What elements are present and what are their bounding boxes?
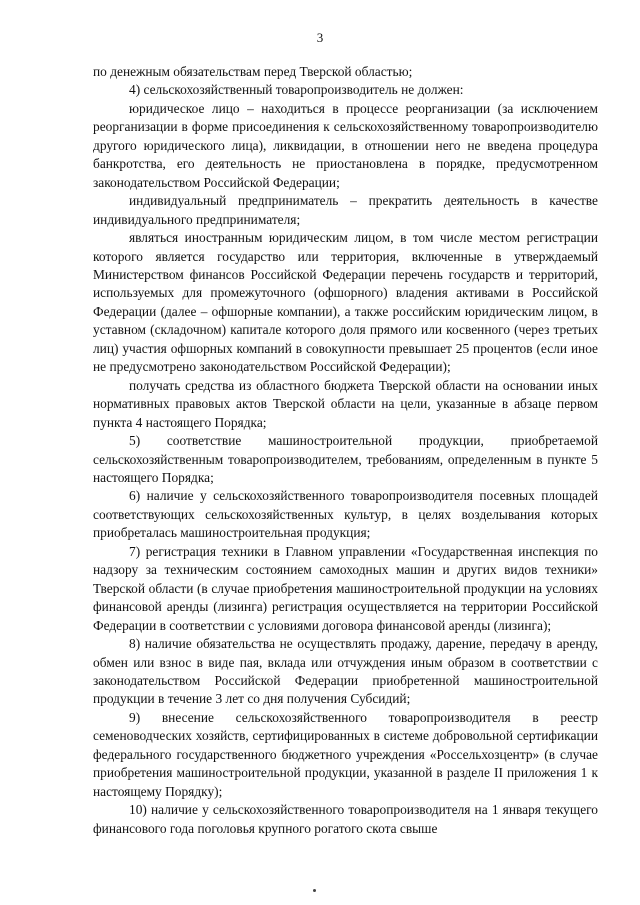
paragraph-item-4: 4) сельскохозяйственный товаропроизводитель не должен: <box>129 82 464 98</box>
paragraph-item-5: 5) соответствие машиностроительной продукции, приобретаемой сельскохозяйственным товаропроизводителем, требованиям, определенным в пункте 5 настоящего Порядка; <box>93 433 598 485</box>
document-body <box>93 63 598 838</box>
page-number: 3 <box>316 30 324 45</box>
paragraph-item-7: 7) регистрация техники в Главном управлении «Государственная инспекция по надзору за техническим состоянием самоходных машин и других видов техники» Тверской области (в случае приобретения машиностроительной продукции на условиях финансовой аренды (лизинга) регистрация осуществляется на территории Российской Федерации в соответствии с условиями договора финансовой аренды (лизинга); <box>93 543 598 633</box>
paragraph-item-8: 8) наличие обязательства не осуществлять продажу, дарение, передачу в аренду, обмен или взнос в виде пая, вклада или отчуждения иным образом в соответствии с законодательством Российской Федерации приобретенной машиностроительной продукции в течение 3 лет со дня получения Субсидий; <box>93 636 598 707</box>
scan-artifact-dot <box>313 889 316 892</box>
paragraph-legal-entity: юридическое лицо – находиться в процессе реорганизации (за исключением реорганизации в форме присоединения к сельскохозяйственному товаропроизводителю другого юридического лица), ликвидации, в отношении него не введена процедура банкротства, его деятельность не приостановлена в порядке, предусмотренном законодательством Российской Федерации; <box>93 100 598 190</box>
paragraph-item-6: 6) наличие у сельскохозяйственного товаропроизводителя посевных площадей соответствующих сельскохозяйственных культур, в целях возделывания которых приобреталась машиностроительная продукция; <box>93 488 598 541</box>
paragraph-budget-funds: получать средства из областного бюджета Тверской области на основании иных нормативных правовых актов Тверской области на цели, указанные в абзаце первом пункта 4 настоящего Порядка; <box>93 377 598 430</box>
paragraph-obligations-end: по денежным обязательствам перед Тверской областью; <box>93 64 413 79</box>
paragraph-item-10: 10) наличие у сельскохозяйственного товаропроизводителя на 1 января текущего финансового года поголовья крупного рогатого скота свыше <box>93 802 598 836</box>
paragraph-individual-entrepreneur: индивидуальный предприниматель – прекратить деятельность в качестве индивидуального предпринимателя; <box>93 193 598 227</box>
paragraph-item-9: 9) внесение сельскохозяйственного товаропроизводителя в реестр семеноводческих хозяйств, сертифицированных в системе добровольной сертификации федерального государственного бюджетного учреждения «Россельхозцентр» (в случае приобретения машиностроительной продукции, указанной в разделе II приложения 1 к настоящему Порядку); <box>93 709 598 799</box>
paragraph-foreign-entity: являться иностранным юридическим лицом, в том числе местом регистрации которого является государство или территория, включенные в утверждаемый Министерством финансов Российской Федерации перечень государств и территорий, используемых для промежуточного (офшорного) владения активами в Российской Федерации (далее – офшорные компании), а также российским юридическим лицом, в уставном (складочном) капитале которого доля прямого или косвенного (через третьих лиц) участия офшорных компаний в совокупности превышает 25 процентов (если иное не предусмотрено законодательством Российской Федерации); <box>93 230 598 375</box>
